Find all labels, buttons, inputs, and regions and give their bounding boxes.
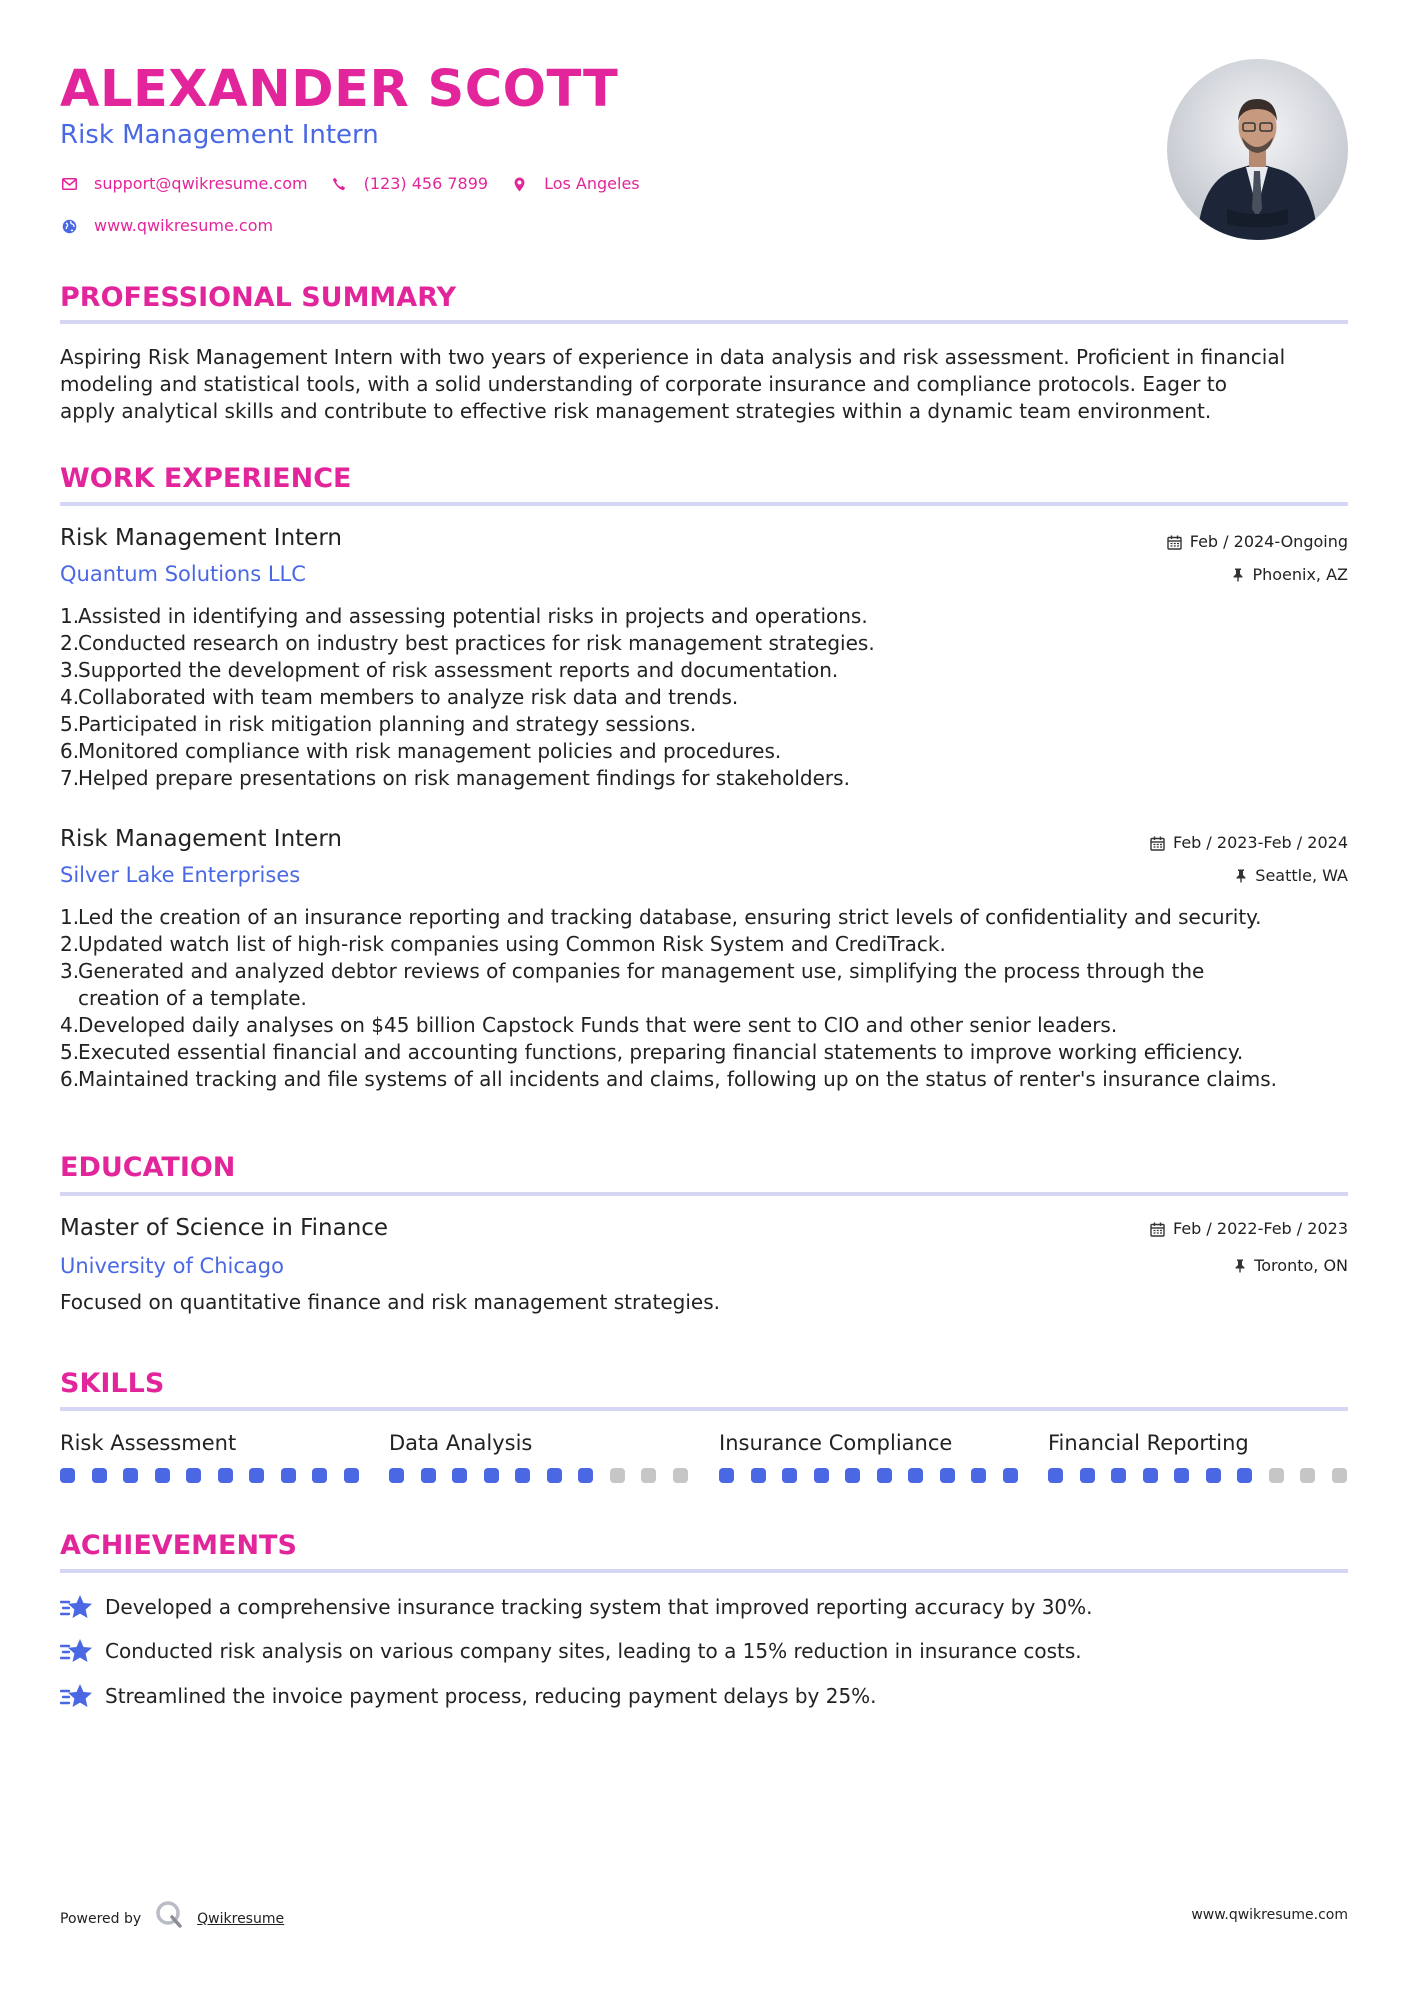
skill-dot-empty (641, 1468, 656, 1483)
achievement-text: Developed a comprehensive insurance tracking system that improved reporting accuracy by 30%. (105, 1594, 1093, 1619)
education-description: Focused on quantitative finance and risk management strategies. (60, 1290, 720, 1314)
summary-divider (60, 320, 1348, 324)
website-row (60, 215, 273, 237)
job-location-text: Phoenix, AZ (1252, 565, 1348, 584)
summary-heading: PROFESSIONAL SUMMARY (60, 282, 457, 313)
skill-dot-filled (186, 1468, 201, 1483)
skill-dot-filled (1237, 1468, 1252, 1483)
job-date-text: Feb / 2023-Feb / 2024 (1173, 833, 1348, 852)
skill-item (60, 1429, 360, 1457)
job-company: Silver Lake Enterprises (60, 863, 301, 887)
education-location-text: Toronto, ON (1254, 1256, 1348, 1275)
skill-label: Data Analysis (389, 1431, 533, 1455)
education-divider (60, 1192, 1348, 1196)
skill-dot-filled (877, 1468, 892, 1483)
skill-dot-empty (1269, 1468, 1284, 1483)
website-link[interactable]: www.qwikresume.com (94, 216, 274, 235)
list-item: 6. Monitored compliance with risk management policies and procedures. (60, 739, 782, 763)
achievement-text: Conducted risk analysis on various company sites, leading to a 15% reduction in insurance costs. (105, 1638, 1082, 1663)
skill-dot-filled (452, 1468, 467, 1483)
skill-label: Financial Reporting (1048, 1431, 1249, 1455)
list-item: 5. Participated in risk mitigation planning and strategy sessions. (60, 712, 697, 736)
qwikresume-link[interactable]: Qwikresume (197, 1910, 285, 1927)
job-date (1167, 531, 1348, 553)
skill-dot-filled (1174, 1468, 1189, 1483)
summary-text (60, 344, 1348, 425)
job-location (1235, 865, 1348, 887)
skill-rating (389, 1468, 689, 1486)
skill-dot-empty (1300, 1468, 1315, 1483)
list-item: 3. Generated and analyzed debtor reviews of companies for management use, simplifying the process through the creation of a template. (60, 959, 1205, 1010)
skill-dot-filled (312, 1468, 327, 1483)
skill-dot-empty (1332, 1468, 1347, 1483)
skill-rating (60, 1468, 360, 1486)
skill-rating (1048, 1468, 1348, 1486)
list-item: 4. Collaborated with team members to analyze risk data and trends. (60, 685, 739, 709)
candidate-title: Risk Management Intern (60, 120, 379, 150)
skill-dot-empty (610, 1468, 625, 1483)
achievements-heading: ACHIEVEMENTS (60, 1530, 297, 1561)
phone-link[interactable]: (123) 456 7899 (363, 174, 489, 193)
skill-dot-filled (971, 1468, 986, 1483)
skill-rating (719, 1468, 1019, 1486)
job-title: Risk Management Intern (60, 525, 342, 551)
skill-label: Risk Assessment (60, 1431, 237, 1455)
skill-dot-filled (1206, 1468, 1221, 1483)
envelope-icon (60, 175, 78, 193)
skill-dot-filled (719, 1468, 734, 1483)
skill-dot-filled (281, 1468, 296, 1483)
skills-divider (60, 1407, 1348, 1411)
skill-dot-filled (578, 1468, 593, 1483)
skill-dot-filled (908, 1468, 923, 1483)
achievement-text: Streamlined the invoice payment process, reducing payment delays by 25%. (105, 1683, 877, 1708)
star-icon (60, 1682, 93, 1710)
calendar-icon (1150, 836, 1165, 851)
summary-line: modeling and statistical tools, with a solid understanding of corporate insurance and compliance protocols. Eager to (60, 372, 1227, 396)
footer-powered-by (60, 1900, 284, 1937)
contact-row (60, 173, 640, 195)
skill-item (389, 1429, 689, 1457)
skill-dot-filled (1080, 1468, 1095, 1483)
skill-dot-filled (1003, 1468, 1018, 1483)
email-link[interactable]: support@qwikresume.com (94, 174, 308, 193)
skill-item (1048, 1429, 1348, 1457)
footer-url[interactable]: www.qwikresume.com (1191, 1907, 1348, 1923)
summary-line: Aspiring Risk Management Intern with two years of experience in data analysis and risk assessment. Proficient in financial (60, 345, 1286, 369)
star-icon (60, 1593, 93, 1621)
skill-dot-filled (389, 1468, 404, 1483)
location-text: Los Angeles (544, 174, 640, 193)
list-item: 5. Executed essential financial and accounting functions, preparing financial statements to improve working efficiency. (60, 1040, 1244, 1064)
skill-dot-filled (123, 1468, 138, 1483)
star-icon (60, 1637, 93, 1665)
job-bullets (60, 904, 1348, 1093)
list-item: 1. Assisted in identifying and assessing potential risks in projects and operations. (60, 604, 868, 628)
resume-page (60, 0, 1348, 1990)
skill-dot-filled (60, 1468, 75, 1483)
achievement-item (60, 1593, 1348, 1621)
job-location-text: Seattle, WA (1255, 866, 1348, 885)
skill-dot-empty (673, 1468, 688, 1483)
calendar-icon (1167, 535, 1182, 550)
skill-dot-filled (547, 1468, 562, 1483)
skill-dot-filled (940, 1468, 955, 1483)
skill-label: Insurance Compliance (719, 1431, 953, 1455)
list-item: 7. Helped prepare presentations on risk management findings for stakeholders. (60, 766, 850, 790)
list-item: 6. Maintained tracking and file systems of all incidents and claims, following up on the status of renter's insurance claims. (60, 1067, 1277, 1091)
skill-dot-filled (845, 1468, 860, 1483)
skill-dot-filled (751, 1468, 766, 1483)
pushpin-icon (1232, 568, 1244, 582)
experience-heading: WORK EXPERIENCE (60, 463, 352, 494)
pushpin-icon (1235, 869, 1247, 883)
education-date (1150, 1218, 1348, 1240)
list-item: 2. Conducted research on industry best practices for risk management strategies. (60, 631, 875, 655)
summary-line: apply analytical skills and contribute to effective risk management strategies within a dynamic team environment. (60, 399, 1212, 423)
qwikresume-logo-icon (155, 1900, 183, 1937)
skill-dot-filled (249, 1468, 264, 1483)
job-bullets (60, 603, 1348, 792)
experience-divider (60, 502, 1348, 506)
skill-dot-filled (344, 1468, 359, 1483)
achievement-item (60, 1682, 1348, 1710)
list-item: 2. Updated watch list of high-risk companies using Common Risk System and CrediTrack. (60, 932, 946, 956)
skill-dot-filled (515, 1468, 530, 1483)
skill-item (719, 1429, 1019, 1457)
list-item: 3. Supported the development of risk assessment reports and documentation. (60, 658, 839, 682)
job-date (1150, 832, 1348, 854)
skill-dot-filled (1143, 1468, 1158, 1483)
skill-dot-filled (92, 1468, 107, 1483)
job-date-text: Feb / 2024-Ongoing (1189, 532, 1348, 551)
profile-photo (1167, 59, 1348, 240)
globe-icon (60, 217, 78, 235)
skill-dot-filled (218, 1468, 233, 1483)
powered-by-text: Powered by (60, 1910, 142, 1927)
skill-dot-filled (782, 1468, 797, 1483)
skill-dot-filled (1111, 1468, 1126, 1483)
list-item: 1. Led the creation of an insurance reporting and tracking database, ensuring strict levels of confidentiality and security. (60, 905, 1262, 929)
calendar-icon (1150, 1222, 1165, 1237)
achievement-item (60, 1637, 1348, 1665)
education-heading: EDUCATION (60, 1152, 236, 1183)
skill-dot-filled (814, 1468, 829, 1483)
skills-heading: SKILLS (60, 1368, 165, 1399)
skill-dot-filled (421, 1468, 436, 1483)
job-company: Quantum Solutions LLC (60, 562, 306, 586)
person-photo-icon (1167, 59, 1348, 240)
pushpin-icon (1234, 1259, 1246, 1273)
achievements-divider (60, 1569, 1348, 1573)
phone-icon (330, 175, 348, 193)
education-location (1234, 1255, 1348, 1277)
list-item: 4. Developed daily analyses on $45 billion Capstock Funds that were sent to CIO and other senior leaders. (60, 1013, 1118, 1037)
job-title: Risk Management Intern (60, 826, 342, 852)
skill-dot-filled (484, 1468, 499, 1483)
degree-title: Master of Science in Finance (60, 1215, 389, 1241)
education-date-text: Feb / 2022-Feb / 2023 (1173, 1219, 1348, 1238)
skill-dot-filled (1048, 1468, 1063, 1483)
job-location (1232, 564, 1348, 586)
skill-dot-filled (155, 1468, 170, 1483)
map-pin-icon (510, 175, 528, 193)
candidate-name: ALEXANDER SCOTT (60, 60, 619, 119)
school-name: University of Chicago (60, 1254, 284, 1278)
